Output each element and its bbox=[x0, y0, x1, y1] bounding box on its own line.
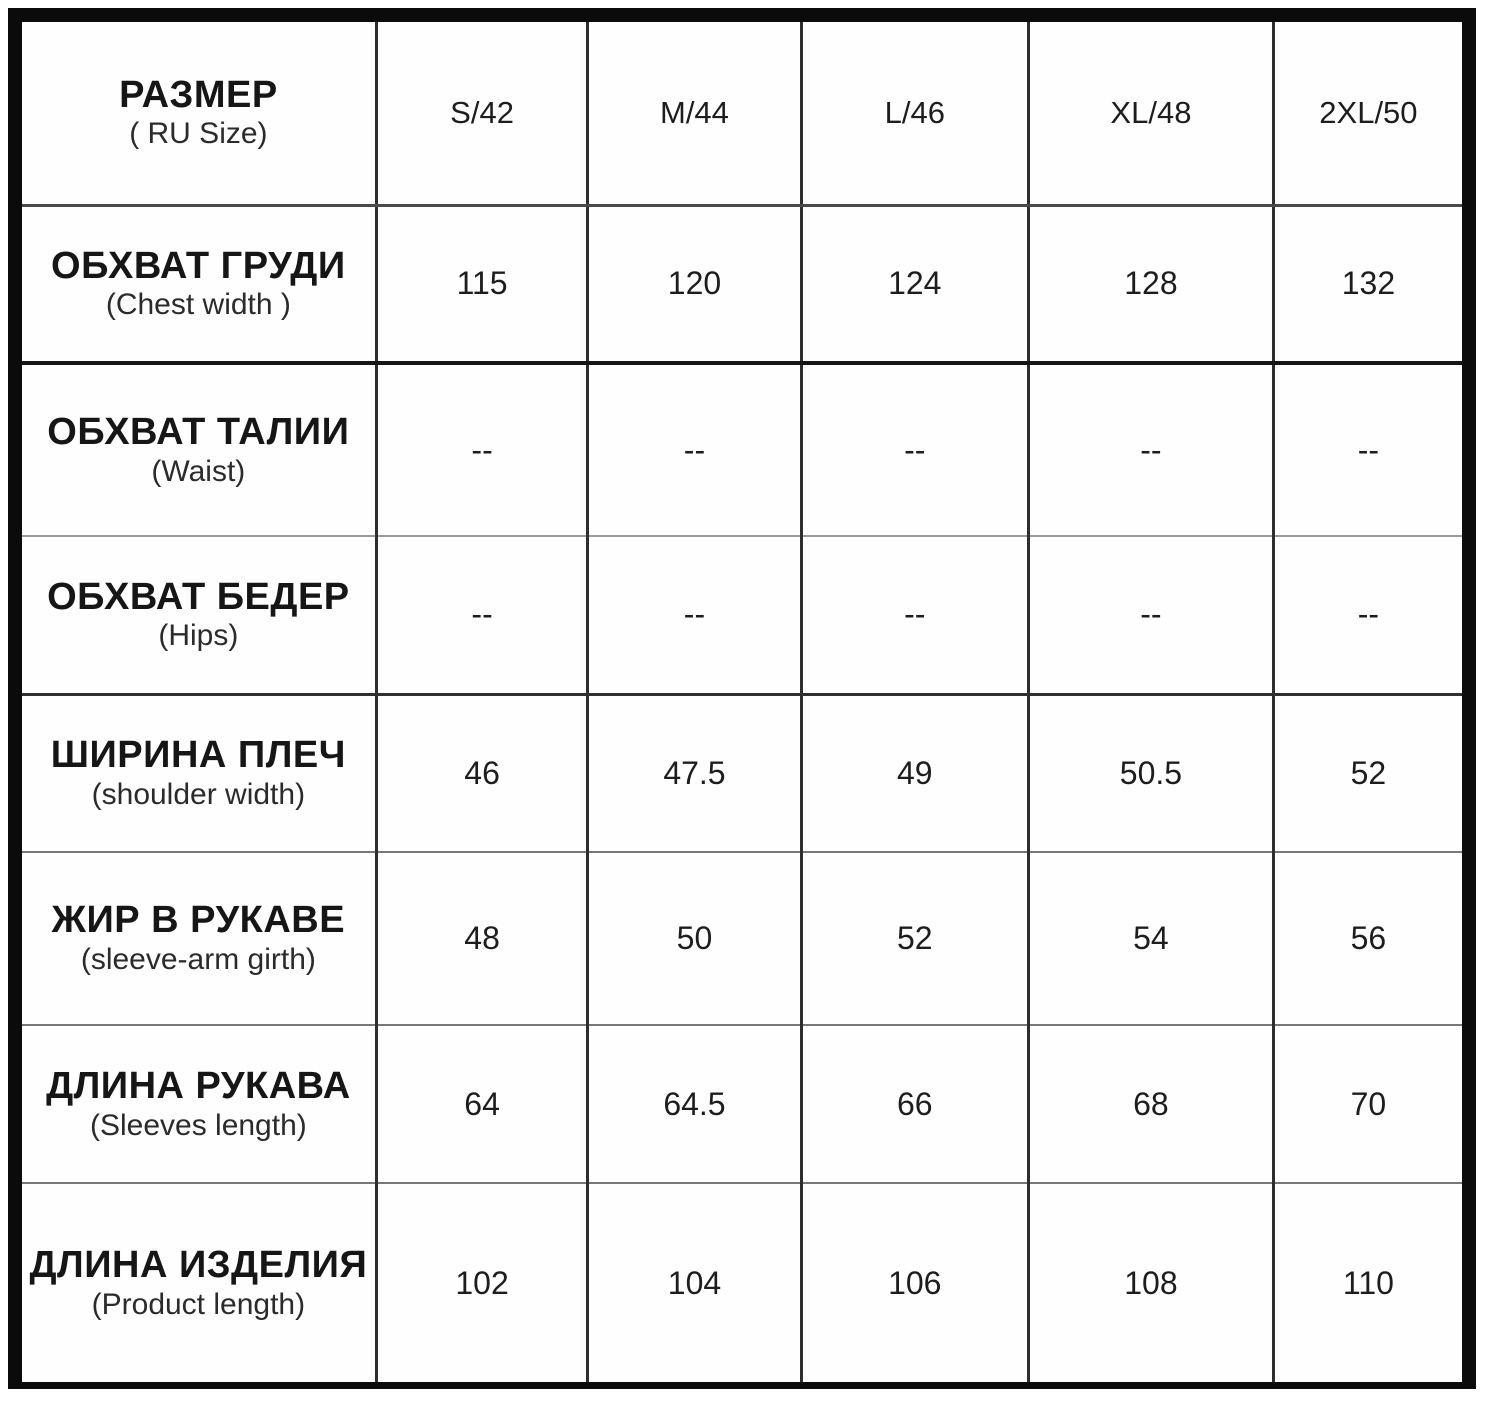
row-label-ru: ДЛИНА РУКАВА bbox=[46, 1064, 351, 1107]
row-label-ru: ДЛИНА ИЗДЕЛИЯ bbox=[29, 1243, 368, 1286]
table-row bbox=[22, 694, 1462, 852]
row-label-en: (Product length) bbox=[91, 1287, 306, 1321]
value-cell: 64 bbox=[376, 1025, 588, 1183]
row-label-en: (shoulder width) bbox=[91, 777, 306, 811]
value-cell: 102 bbox=[376, 1183, 588, 1382]
value-cell: 54 bbox=[1029, 852, 1274, 1025]
row-label-ru: ОБХВАТ ТАЛИИ bbox=[47, 410, 350, 453]
value-cell: 115 bbox=[376, 205, 588, 363]
row-label-ru: ОБХВАТ БЕДЕР bbox=[47, 575, 350, 618]
value-cell: 66 bbox=[801, 1025, 1029, 1183]
table-row bbox=[22, 205, 1462, 363]
size-header-cell: L/46 bbox=[801, 22, 1029, 205]
row-label-cell bbox=[22, 205, 376, 363]
table-row bbox=[22, 1183, 1462, 1382]
value-cell: -- bbox=[376, 536, 588, 694]
value-cell: -- bbox=[588, 536, 801, 694]
size-chart-table bbox=[22, 22, 1462, 1382]
row-label-cell bbox=[22, 536, 376, 694]
row-label-en: (Waist) bbox=[151, 454, 246, 488]
header-row bbox=[22, 22, 1462, 205]
row-label-cell bbox=[22, 22, 376, 205]
value-cell: -- bbox=[1029, 363, 1274, 536]
row-label-ru: РАЗМЕР bbox=[119, 73, 278, 116]
value-cell: 48 bbox=[376, 852, 588, 1025]
value-cell: 68 bbox=[1029, 1025, 1274, 1183]
row-label-en: (Hips) bbox=[158, 619, 239, 653]
value-cell: -- bbox=[1273, 536, 1462, 694]
value-cell: 120 bbox=[588, 205, 801, 363]
size-header-cell: XL/48 bbox=[1029, 22, 1274, 205]
value-cell: 110 bbox=[1273, 1183, 1462, 1382]
row-label-en: ( RU Size) bbox=[129, 117, 268, 151]
value-cell: 52 bbox=[1273, 694, 1462, 852]
value-cell: 108 bbox=[1029, 1183, 1274, 1382]
table-row bbox=[22, 1025, 1462, 1183]
value-cell: 104 bbox=[588, 1183, 801, 1382]
value-cell: 47.5 bbox=[588, 694, 801, 852]
value-cell: 46 bbox=[376, 694, 588, 852]
row-label-cell bbox=[22, 1183, 376, 1382]
row-label-cell bbox=[22, 694, 376, 852]
size-header-cell: M/44 bbox=[588, 22, 801, 205]
row-label-ru: ШИРИНА ПЛЕЧ bbox=[50, 734, 346, 777]
value-cell: -- bbox=[1273, 363, 1462, 536]
size-chart bbox=[8, 8, 1476, 1389]
value-cell: 132 bbox=[1273, 205, 1462, 363]
row-label-ru: ОБХВАТ ГРУДИ bbox=[51, 244, 346, 287]
value-cell: -- bbox=[376, 363, 588, 536]
value-cell: 70 bbox=[1273, 1025, 1462, 1183]
value-cell: 124 bbox=[801, 205, 1029, 363]
table-row bbox=[22, 363, 1462, 536]
value-cell: 106 bbox=[801, 1183, 1029, 1382]
row-label-en: (Chest width ) bbox=[105, 288, 291, 322]
value-cell: -- bbox=[801, 536, 1029, 694]
value-cell: 64.5 bbox=[588, 1025, 801, 1183]
value-cell: 50 bbox=[588, 852, 801, 1025]
row-label-cell bbox=[22, 363, 376, 536]
value-cell: -- bbox=[801, 363, 1029, 536]
table-row bbox=[22, 536, 1462, 694]
row-label-ru: ЖИР В РУКАВЕ bbox=[51, 899, 346, 942]
value-cell: 49 bbox=[801, 694, 1029, 852]
value-cell: 56 bbox=[1273, 852, 1462, 1025]
value-cell: 128 bbox=[1029, 205, 1274, 363]
size-header-cell: 2XL/50 bbox=[1273, 22, 1462, 205]
row-label-cell bbox=[22, 852, 376, 1025]
row-label-en: (Sleeves length) bbox=[89, 1108, 307, 1142]
value-cell: 52 bbox=[801, 852, 1029, 1025]
table-row bbox=[22, 852, 1462, 1025]
size-header-cell: S/42 bbox=[376, 22, 588, 205]
value-cell: -- bbox=[1029, 536, 1274, 694]
row-label-en: (sleeve-arm girth) bbox=[80, 943, 316, 977]
row-label-cell bbox=[22, 1025, 376, 1183]
value-cell: -- bbox=[588, 363, 801, 536]
value-cell: 50.5 bbox=[1029, 694, 1274, 852]
